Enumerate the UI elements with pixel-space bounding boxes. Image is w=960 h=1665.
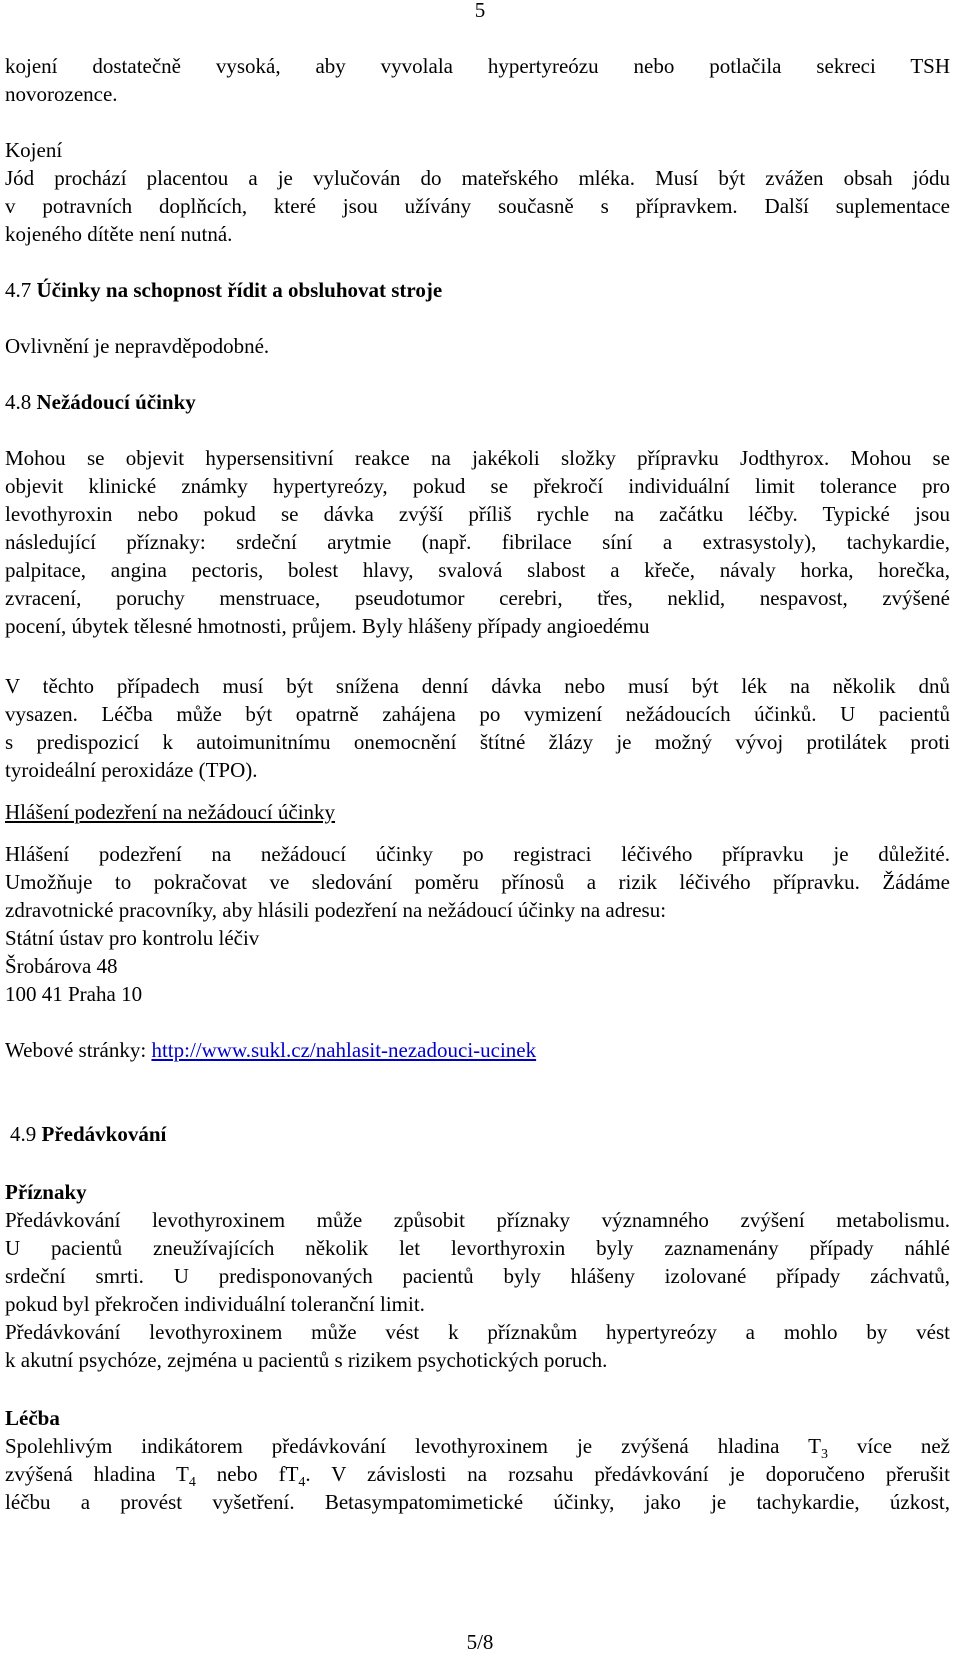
website-label: Webové stránky: bbox=[5, 1038, 152, 1062]
text-run: . V závislosti na rozsahu předávkování je doporučeno přerušit bbox=[305, 1462, 950, 1486]
paragraph-line: vysazen. Léčba může být opatrně zahájena po vymizení nežádoucích účinků. U pacientů bbox=[5, 702, 950, 726]
paragraph-line bbox=[5, 1460, 950, 1488]
section-title: Předávkování bbox=[41, 1122, 167, 1146]
paragraph-line: objevit klinické známky hypertyreózy, pokud se překročí individuální limit tolerance pro bbox=[5, 474, 950, 498]
section-number: 4.9 bbox=[10, 1122, 37, 1146]
paragraph-line: Ovlivnění je nepravděpodobné. bbox=[5, 334, 270, 358]
address-line: 100 41 Praha 10 bbox=[5, 982, 143, 1006]
section-number: 4.7 bbox=[5, 278, 32, 302]
website-link[interactable]: http://www.sukl.cz/nahlasit-nezadouci-ucinek bbox=[151, 1038, 537, 1062]
text-run: více než bbox=[827, 1434, 950, 1458]
paragraph-line: Hlášení podezření na nežádoucí účinky po registraci léčivého přípravku je důležité. bbox=[5, 842, 950, 866]
section-title: Nežádoucí účinky bbox=[36, 390, 196, 414]
paragraph-line: Předávkování levothyroxinem může vést k příznakům hypertyreózy a mohlo by vést bbox=[5, 1320, 950, 1344]
paragraph-line: léčbu a provést vyšetření. Betasympatomimetické účinky, jako je tachykardie, úzkost, bbox=[5, 1490, 950, 1514]
paragraph-line: zvracení, poruchy menstruace, pseudotumor cerebri, třes, neklid, nespavost, zvýšené bbox=[5, 586, 950, 610]
page-footer-number: 5/8 bbox=[466, 1630, 494, 1654]
paragraph-line: zdravotnické pracovníky, aby hlásili podezření na nežádoucí účinky na adresu: bbox=[5, 898, 667, 922]
text-run: nebo fT bbox=[195, 1462, 299, 1486]
subscript: 3 bbox=[820, 1447, 828, 1460]
paragraph-line: Umožňuje to pokračovat ve sledování poměru přínosů a rizik léčivého přípravku. Žádáme bbox=[5, 870, 950, 894]
section-subtitle-kojeni: Kojení bbox=[5, 138, 63, 162]
section-heading-4-7 bbox=[5, 276, 950, 304]
paragraph-line: Předávkování levothyroxinem může způsobit příznaky významného zvýšení metabolismu. bbox=[5, 1208, 950, 1232]
page-number-top: 5 bbox=[474, 0, 486, 22]
paragraph-line: s predispozicí k autoimunitnímu onemocnění štítné žlázy je možný vývoj protilátek proti bbox=[5, 730, 950, 754]
paragraph-line: palpitace, angina pectoris, bolest hlavy, svalová slabost a křeče, návaly horka, horečka, bbox=[5, 558, 950, 582]
subscript: 4 bbox=[188, 1475, 196, 1488]
paragraph-line: následující příznaky: srdeční arytmie (např. fibrilace síní a extrasystoly), tachykardie, bbox=[5, 530, 950, 554]
subheading-lecba: Léčba bbox=[5, 1406, 60, 1430]
paragraph-line: kojení dostatečně vysoká, aby vyvolala hypertyreózu nebo potlačila sekreci TSH bbox=[5, 54, 950, 78]
section-heading-4-8 bbox=[5, 388, 950, 416]
paragraph-line: V těchto případech musí být snížena denní dávka nebo musí být lék na několik dnů bbox=[5, 674, 950, 698]
paragraph-line: Jód prochází placentou a je vylučován do mateřského mléka. Musí být zvážen obsah jódu bbox=[5, 166, 950, 190]
paragraph-line bbox=[5, 1432, 950, 1460]
paragraph-line: v potravních doplňcích, které jsou užívány současně s přípravkem. Další suplementace bbox=[5, 194, 950, 218]
paragraph-line: srdeční smrti. U predisponovaných pacientů byly hlášeny izolované případy záchvatů, bbox=[5, 1264, 950, 1288]
paragraph-line: Mohou se objevit hypersensitivní reakce na jakékoli složky přípravku Jodthyrox. Mohou se bbox=[5, 446, 950, 470]
section-number: 4.8 bbox=[5, 390, 32, 414]
paragraph-line: pokud byl překročen individuální toleranční limit. bbox=[5, 1292, 425, 1316]
paragraph-line: levothyroxin nebo pokud se dávka zvýší příliš rychle na začátku léčby. Typické jsou bbox=[5, 502, 950, 526]
paragraph-line: pocení, úbytek tělesné hmotnosti, průjem. Byly hlášeny případy angioedému bbox=[5, 614, 650, 638]
text-run: zvýšená hladina T bbox=[5, 1462, 189, 1486]
address-line: Šrobárova 48 bbox=[5, 954, 118, 978]
paragraph-line: k akutní psychóze, zejména u pacientů s rizikem psychotických poruch. bbox=[5, 1348, 608, 1372]
section-title: Účinky na schopnost řídit a obsluhovat stroje bbox=[36, 278, 443, 302]
paragraph-line: kojeného dítěte není nutná. bbox=[5, 222, 233, 246]
reporting-heading: Hlášení podezření na nežádoucí účinky bbox=[5, 800, 336, 824]
paragraph-line: novorozence. bbox=[5, 82, 118, 106]
section-heading-4-9 bbox=[10, 1120, 955, 1148]
subscript: 4 bbox=[298, 1475, 306, 1488]
paragraph-line: tyroideální peroxidáze (TPO). bbox=[5, 758, 258, 782]
address-line: Státní ústav pro kontrolu léčiv bbox=[5, 926, 260, 950]
website-line bbox=[5, 1036, 950, 1064]
paragraph-line: U pacientů zneužívajících několik let levorthyroxin byly zaznamenány případy náhlé bbox=[5, 1236, 950, 1260]
subheading-priznaky: Příznaky bbox=[5, 1180, 87, 1204]
text-run: Spolehlivým indikátorem předávkování levothyroxinem je zvýšená hladina T bbox=[5, 1434, 821, 1458]
